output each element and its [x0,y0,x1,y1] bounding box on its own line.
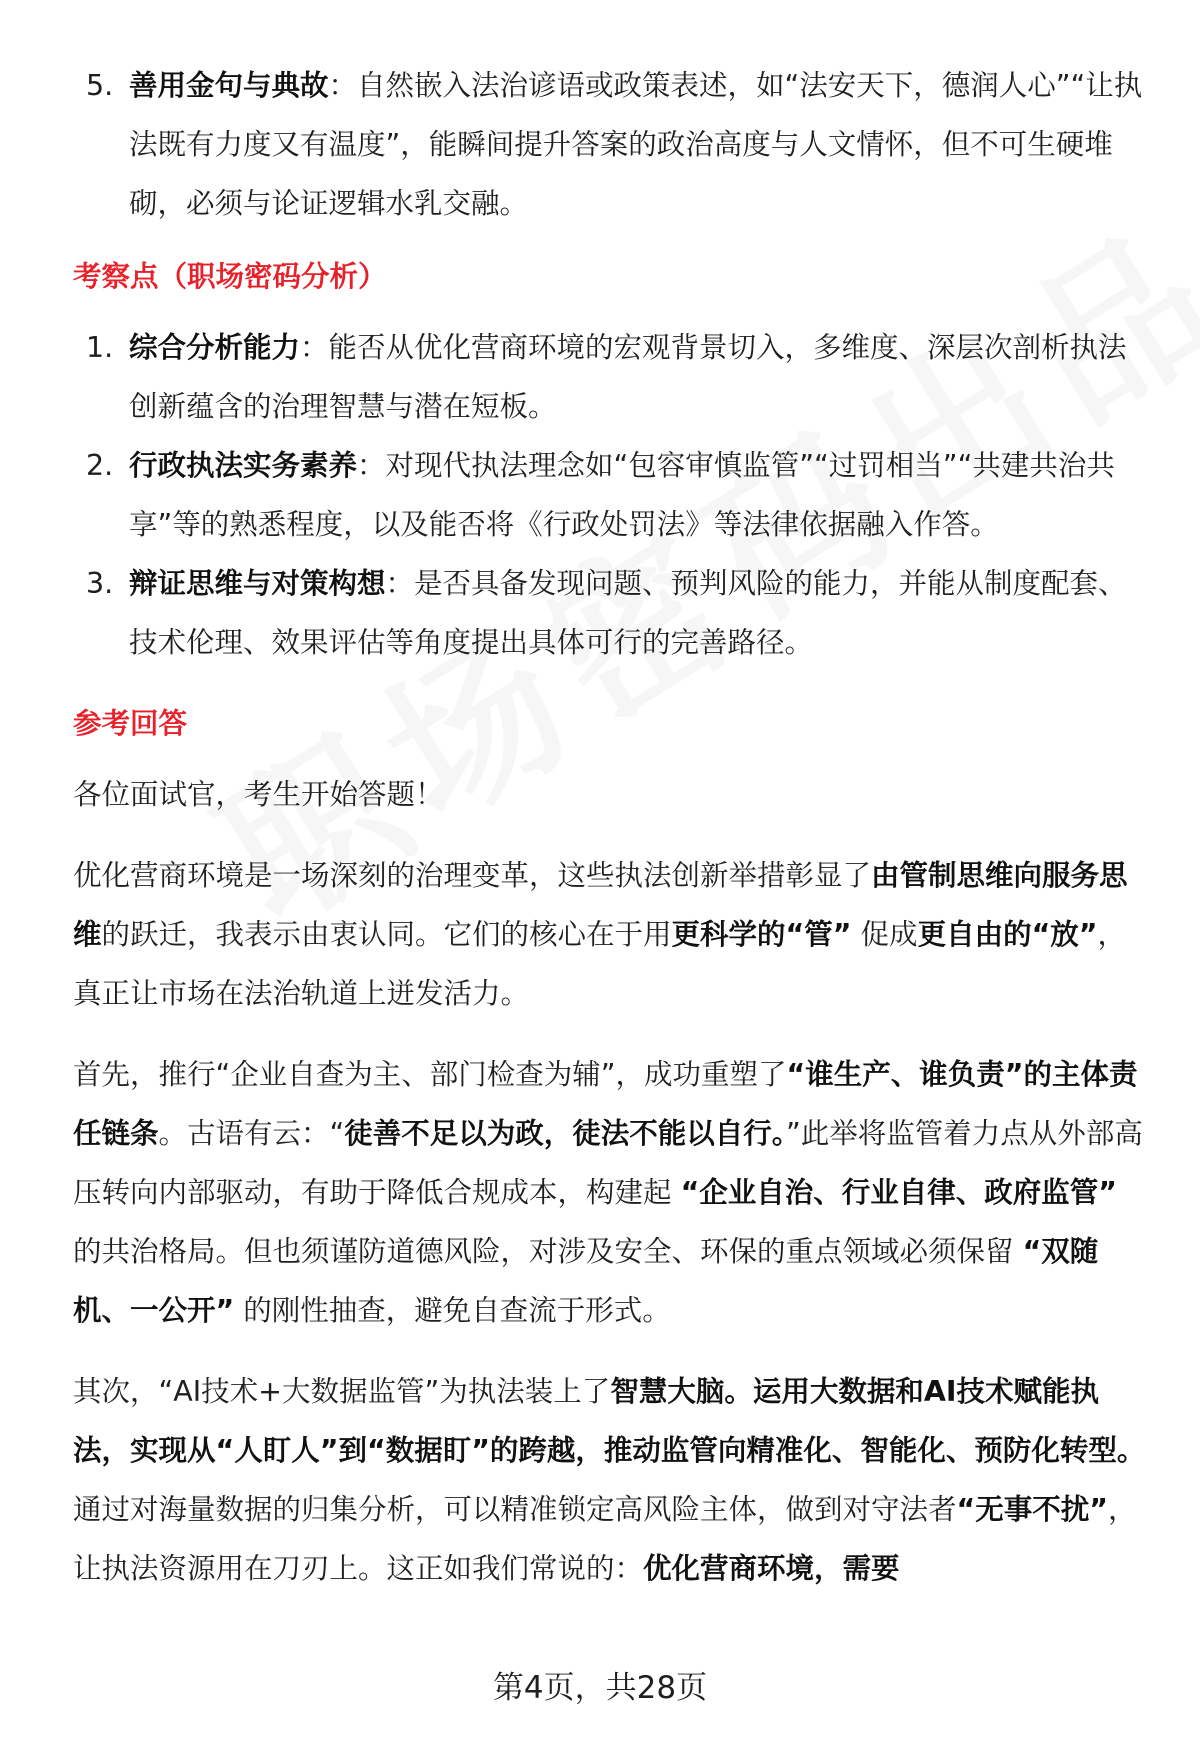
list-item-5 [73,56,1148,233]
list-item-title: 辩证思维与对策构想 [129,567,386,600]
bold-run: 优化营商环境，需要 [643,1552,900,1585]
list-number: 1. [86,331,114,364]
bold-run: “企业自治、行业自律、政府监管” [680,1176,1118,1209]
answer-paragraph-1 [73,846,1148,1023]
bold-run: 更自由的“放” [917,918,1098,951]
list-item [73,318,1148,436]
list-number: 3. [86,567,114,600]
bold-run: 更科学的“管” [671,918,852,951]
text-run: ，真正让市场在法治轨道上迸发活力。 [73,918,1127,1010]
answer-paragraph-3 [73,1362,1148,1598]
section-heading-points: 考察点（职场密码分析） [73,260,387,293]
page-footer: 第4页，共28页 [492,1670,708,1706]
text-run: 的跃迁，我表示由衷认同。它们的核心在于用 [101,918,672,951]
text-run: 的共治格局。但也须谨防道德风险，对涉及安全、环保的重点领域必须保留 [73,1235,1023,1268]
text-run: 优化营商环境是一场深刻的治理变革，这些执法创新举措彰显了 [73,859,872,892]
list-item-title: 综合分析能力 [129,331,301,364]
text-run: ”此举将监管着力点从外部高压转向内部驱动，有助于降低合规成本，构建起 [73,1117,1143,1209]
list-item-text: ：能否从优化营商环境的宏观背景切入，多维度、深层次剖析执法创新蕴含的治理智慧与潜在短板。 [129,331,1127,423]
list-item-text: ：自然嵌入法治谚语或政策表述，如“法安天下，德润人心”“让执法既有力度又有温度”，能瞬间提升答案的政治高度与人文情怀，但不可生硬堆砌，必须与论证逻辑水乳交融。 [129,69,1143,220]
list-number: 2. [86,449,114,482]
list-item [73,554,1148,672]
list-item-title: 善用金句与典故 [129,69,329,102]
list-number: 5. [86,69,114,102]
list-item-text: ：是否具备发现问题、预判风险的能力，并能从制度配套、技术伦理、效果评估等角度提出具体可行的完善路径。 [129,567,1127,659]
text-run: 促成 [851,918,918,951]
text-run: ，让执法资源用在刀刃上。这正如我们常说的： [73,1493,1137,1585]
bold-run: 徒善不足以为政，徒法不能以自行。 [344,1117,787,1150]
bold-run: “无事不扰” [956,1493,1108,1526]
text-run: 其次，“AI技术+大数据监管”为执法装上了 [73,1375,611,1408]
list-item-text: ：对现代执法理念如“包容审慎监管”“过罚相当”“共建共治共享”等的熟悉程度，以及能否将《行政处罚法》等法律依据融入作答。 [129,449,1115,541]
list-item-title: 行政执法实务素养 [129,449,358,482]
list-item [73,436,1148,554]
answer-paragraph-2 [73,1045,1148,1340]
greeting-paragraph: 各位面试官，考生开始答题！ [73,778,444,811]
bold-run: 由管制思维向服务思维 [73,859,1128,951]
bold-run: 智慧大脑。运用大数据和AI技术赋能执法，实现从“人盯人”到“数据盯”的跨越，推动监管向精准化、智能化、预防化转型。 [73,1375,1146,1467]
bold-run: “双随机、一公开” [73,1235,1099,1327]
page-content [73,56,1148,1620]
bold-run: “谁生产、谁负责”的主体责任链条 [73,1058,1138,1150]
points-list [73,318,1148,672]
text-run: 通过对海量数据的归集分析，可以精准锁定高风险主体，做到对守法者 [73,1493,957,1526]
text-run: 首先，推行“企业自查为主、部门检查为辅”，成功重塑了 [73,1058,787,1091]
section-heading-answer: 参考回答 [73,707,188,740]
text-run: 。古语有云：“ [158,1117,345,1150]
text-run: 的刚性抽查，避免自查流于形式。 [234,1294,671,1327]
